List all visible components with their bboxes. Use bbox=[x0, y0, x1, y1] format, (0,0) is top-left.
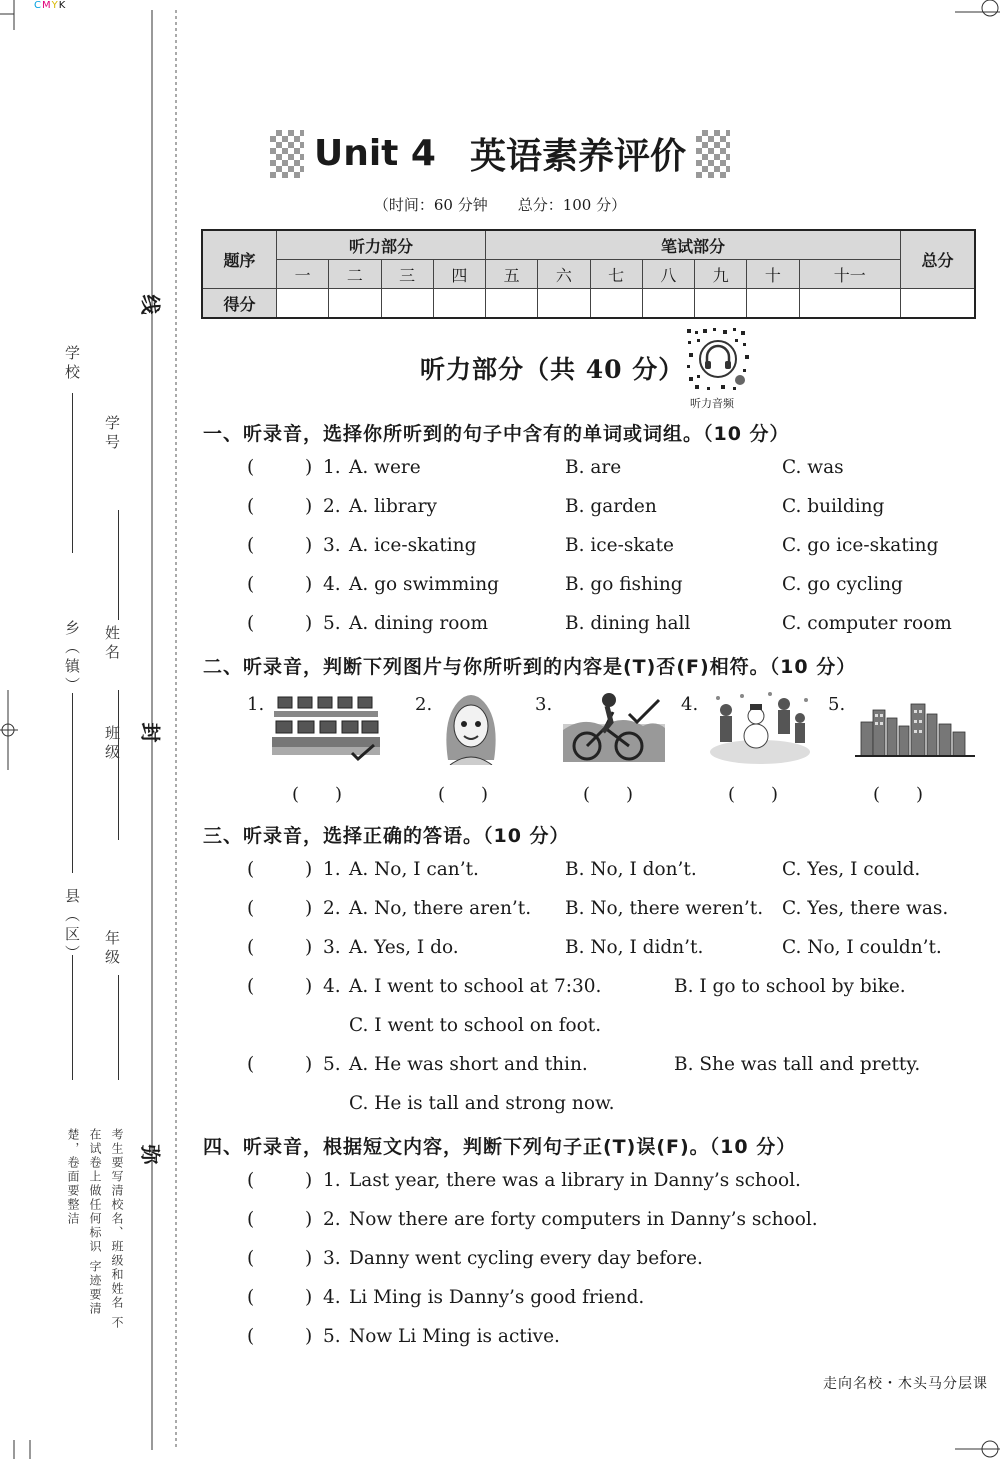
qr-code-icon[interactable] bbox=[683, 325, 753, 393]
section-number: 五 bbox=[486, 260, 538, 289]
total-score-cell[interactable] bbox=[901, 289, 976, 319]
picture-number: 5. bbox=[828, 694, 846, 715]
score-cell[interactable] bbox=[799, 289, 901, 319]
checker-decoration-right bbox=[696, 130, 730, 178]
answer-blank[interactable]: ( ) bbox=[438, 784, 489, 805]
cmyk-y: Y bbox=[51, 0, 59, 11]
score-cell[interactable] bbox=[486, 289, 538, 319]
listening-part-title: 听力部分（共 40 分） bbox=[420, 355, 685, 384]
section-3-heading: 三、听录音，选择正确的答语。（10 分） bbox=[203, 825, 570, 847]
section-number: 一 bbox=[277, 260, 329, 289]
answer-blank[interactable]: ( ) bbox=[583, 784, 634, 805]
snowman-picture bbox=[708, 690, 813, 765]
score-cell[interactable] bbox=[277, 289, 329, 319]
field-student-id-line[interactable] bbox=[118, 510, 119, 620]
city-buildings-picture bbox=[855, 700, 975, 758]
section-number: 九 bbox=[695, 260, 747, 289]
option-continuation: C. He is tall and strong now. bbox=[349, 1093, 615, 1114]
field-class: 班级 bbox=[103, 725, 121, 763]
footer-publisher: 走向名校・木头马分层课 bbox=[823, 1376, 988, 1392]
section-number: 三 bbox=[381, 260, 433, 289]
score-cell[interactable] bbox=[747, 289, 799, 319]
picture-number: 2. bbox=[415, 694, 433, 715]
field-county: 县（区） bbox=[63, 888, 81, 964]
field-grade-line[interactable] bbox=[118, 975, 119, 1080]
section-number: 六 bbox=[538, 260, 590, 289]
picture-number: 3. bbox=[535, 694, 553, 715]
cut-label-close: 弥 bbox=[138, 1144, 163, 1165]
exam-note-3: 字迹要清楚，卷面要整洁 bbox=[66, 1128, 102, 1316]
writing-group-header: 笔试部分 bbox=[486, 230, 901, 260]
score-cell[interactable] bbox=[329, 289, 381, 319]
computer-room-picture bbox=[272, 695, 384, 763]
option-continuation: C. I went to school on foot. bbox=[349, 1015, 602, 1036]
unit-label: Unit 4 bbox=[313, 133, 436, 174]
picture-number: 1. bbox=[247, 694, 265, 715]
field-town: 乡（镇） bbox=[63, 620, 81, 696]
picture-number: 4. bbox=[681, 694, 699, 715]
answer-blank[interactable]: ( ) bbox=[873, 784, 924, 805]
section-4-heading: 四、听录音，根据短文内容，判断下列句子正(T)误(F)。（10 分） bbox=[203, 1136, 797, 1158]
cycling-picture bbox=[563, 690, 668, 765]
section-number: 四 bbox=[433, 260, 485, 289]
section-number: 十 bbox=[747, 260, 799, 289]
time-and-score: （时间：60 分钟 总分：100 分） bbox=[373, 196, 627, 214]
section-number: 八 bbox=[642, 260, 694, 289]
score-cell[interactable] bbox=[433, 289, 485, 319]
score-cell[interactable] bbox=[590, 289, 642, 319]
exam-notes bbox=[62, 1128, 128, 1338]
cut-label-seal: 封 bbox=[138, 722, 163, 743]
field-county-line[interactable] bbox=[72, 955, 73, 1080]
section-1-heading: 一、听录音，选择你所听到的句子中含有的单词或词组。（10 分） bbox=[203, 423, 790, 445]
field-town-line[interactable] bbox=[72, 693, 73, 873]
answer-blank[interactable]: ( ) bbox=[292, 784, 343, 805]
field-name-line[interactable] bbox=[118, 690, 119, 840]
score-row-label: 得分 bbox=[202, 289, 277, 319]
cmyk-c: C bbox=[34, 0, 42, 11]
score-cell[interactable] bbox=[538, 289, 590, 319]
cmyk-m: M bbox=[41, 0, 52, 11]
cut-label-line: 线 bbox=[138, 294, 163, 315]
checker-decoration-left bbox=[270, 130, 304, 178]
cmyk-k: K bbox=[58, 0, 67, 11]
girl-picture bbox=[440, 690, 502, 765]
exam-note-1: 考生要写清校名、班级和姓名 bbox=[110, 1128, 124, 1310]
score-cell[interactable] bbox=[642, 289, 694, 319]
section-2-heading: 二、听录音，判断下列图片与你所听到的内容是(T)否(F)相符。（10 分） bbox=[203, 656, 857, 678]
field-student-id: 学号 bbox=[103, 415, 121, 453]
score-cell[interactable] bbox=[381, 289, 433, 319]
answer-blank[interactable]: ( ) bbox=[728, 784, 779, 805]
field-school: 学校 bbox=[63, 345, 81, 383]
field-school-line[interactable] bbox=[72, 393, 73, 553]
section-number: 十一 bbox=[799, 260, 901, 289]
score-table-header: 题序 bbox=[202, 230, 277, 289]
score-cell[interactable] bbox=[695, 289, 747, 319]
page-title bbox=[0, 128, 1000, 179]
field-grade: 年级 bbox=[103, 930, 121, 968]
title-text: 英语素养评价 bbox=[469, 136, 686, 177]
score-table bbox=[201, 229, 976, 319]
field-name: 姓名 bbox=[103, 625, 121, 663]
qr-caption: 听力音频 bbox=[690, 397, 734, 410]
section-number: 二 bbox=[329, 260, 381, 289]
total-header: 总分 bbox=[901, 230, 976, 289]
listening-group-header: 听力部分 bbox=[277, 230, 486, 260]
section-number: 七 bbox=[590, 260, 642, 289]
exam-note-2: 不在试卷上做任何标识 bbox=[88, 1128, 124, 1330]
